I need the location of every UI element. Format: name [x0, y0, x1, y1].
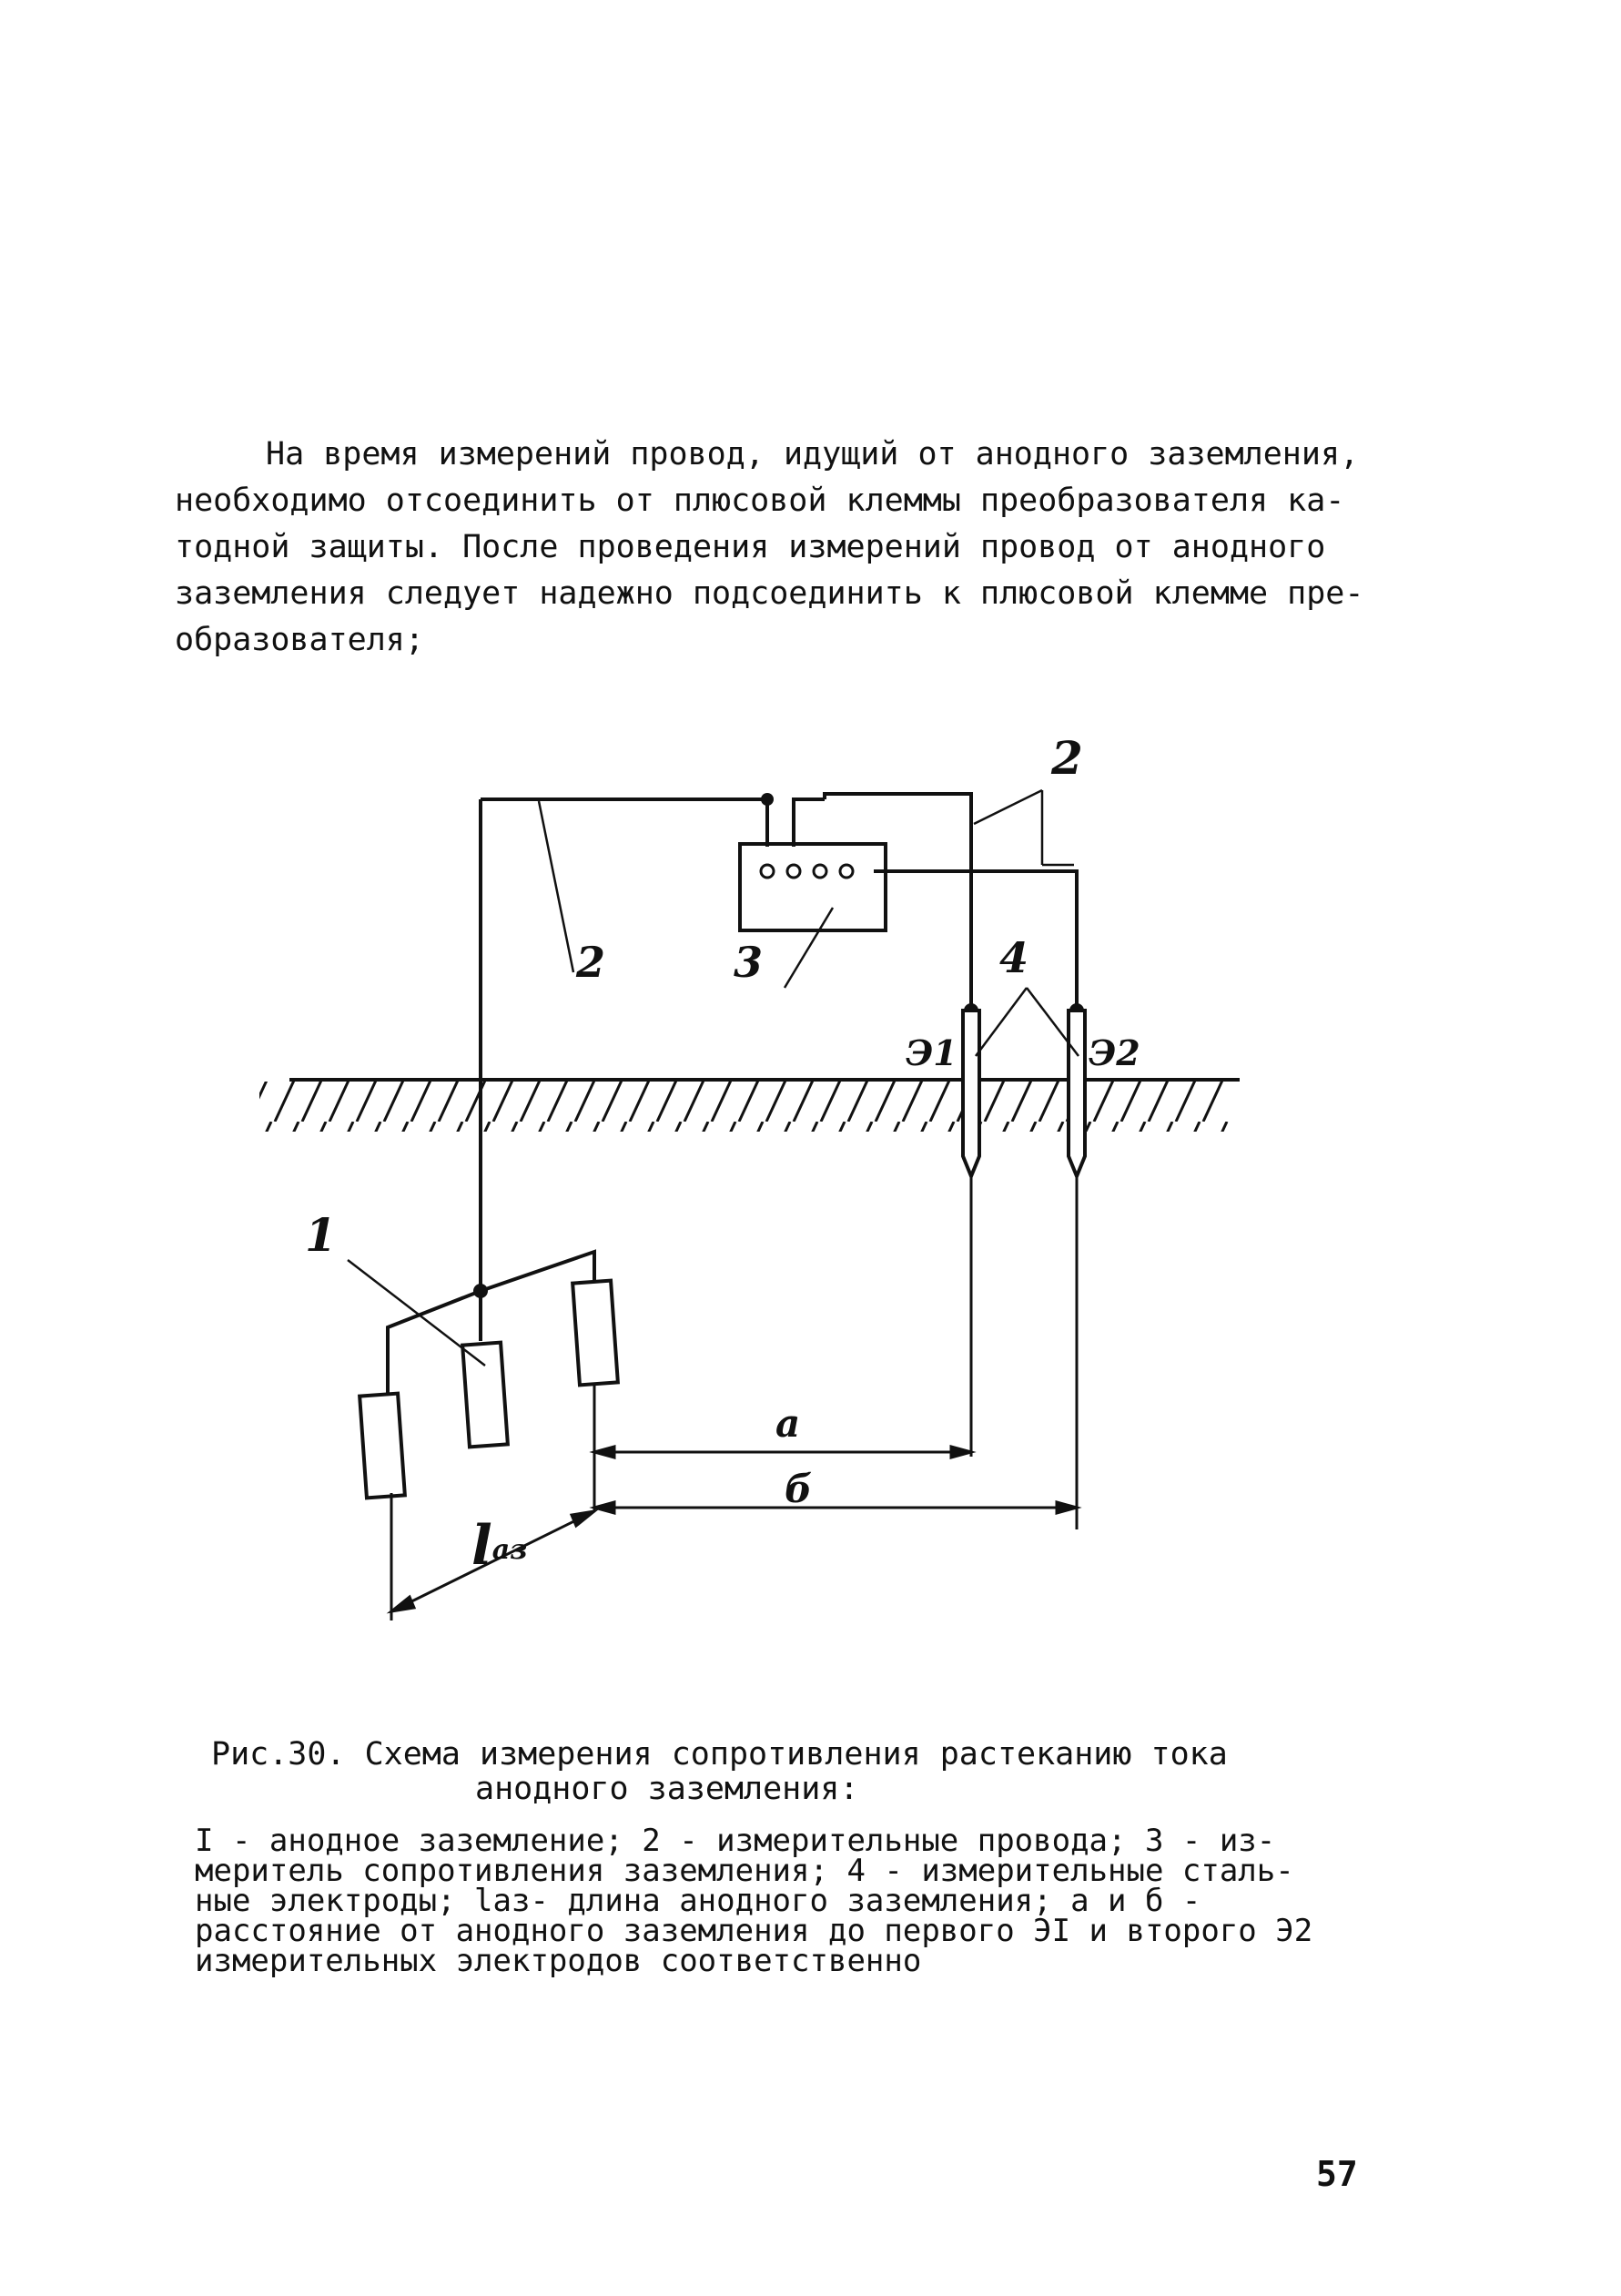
label-wires-left: 2 — [576, 938, 606, 987]
ground-surface — [259, 1080, 1240, 1132]
label-dist-b: б — [785, 1467, 813, 1511]
label-anode: 1 — [305, 1208, 337, 1262]
label-length-l: l — [471, 1514, 492, 1578]
figure-legend — [195, 1823, 1396, 1979]
legend-line: ные электроды; lаз- длина анодного заземления; а и б - — [195, 1883, 1201, 1919]
label-dist-a: а — [775, 1401, 801, 1446]
paragraph-line: На время измерений провод, идущий от анодного заземления, — [266, 436, 1360, 472]
junction-dots — [473, 793, 1084, 1298]
label-electrodes: 4 — [999, 933, 1029, 982]
page-number: 57 — [1316, 2154, 1358, 2194]
legend-line: расстояние от анодного заземления до первого ЭI и второго Э2 — [195, 1913, 1313, 1949]
label-wires-top: 2 — [1051, 731, 1083, 785]
legend-line: меритель сопротивления заземления; 4 - измерительные сталь- — [195, 1853, 1294, 1889]
label-meter: 3 — [734, 938, 764, 987]
paragraph-line: образователя; — [175, 622, 424, 658]
label-length — [471, 1514, 527, 1578]
measuring-electrode-1 — [963, 1011, 979, 1457]
paragraph-line: необходимо отсоединить от плюсовой клеммы преобразователя ка- — [175, 483, 1345, 519]
legend-line: измерительных электродов соответственно — [195, 1943, 922, 1979]
resistance-meter — [740, 844, 886, 930]
paragraph-line: тодной защиты. После проведения измерений провод от анодного — [175, 529, 1326, 565]
anode-grounding-electrodes — [360, 1281, 618, 1498]
paragraph-line: заземления следует надежно подсоединить к плюсовой клемме пре- — [175, 575, 1364, 612]
label-e1: Э1 — [906, 1032, 957, 1073]
figure-caption-title — [211, 1737, 1413, 1806]
caption-title-line: анодного заземления: — [475, 1771, 859, 1807]
caption-title-line: Рис.30. Схема измерения сопротивления растеканию тока — [211, 1736, 1228, 1773]
measuring-electrode-2 — [1069, 1011, 1085, 1529]
label-e2: Э2 — [1089, 1032, 1140, 1073]
legend-line: I - анодное заземление; 2 - измерительные провода; 3 - из- — [195, 1823, 1276, 1859]
label-length-sub: аз — [491, 1534, 528, 1566]
